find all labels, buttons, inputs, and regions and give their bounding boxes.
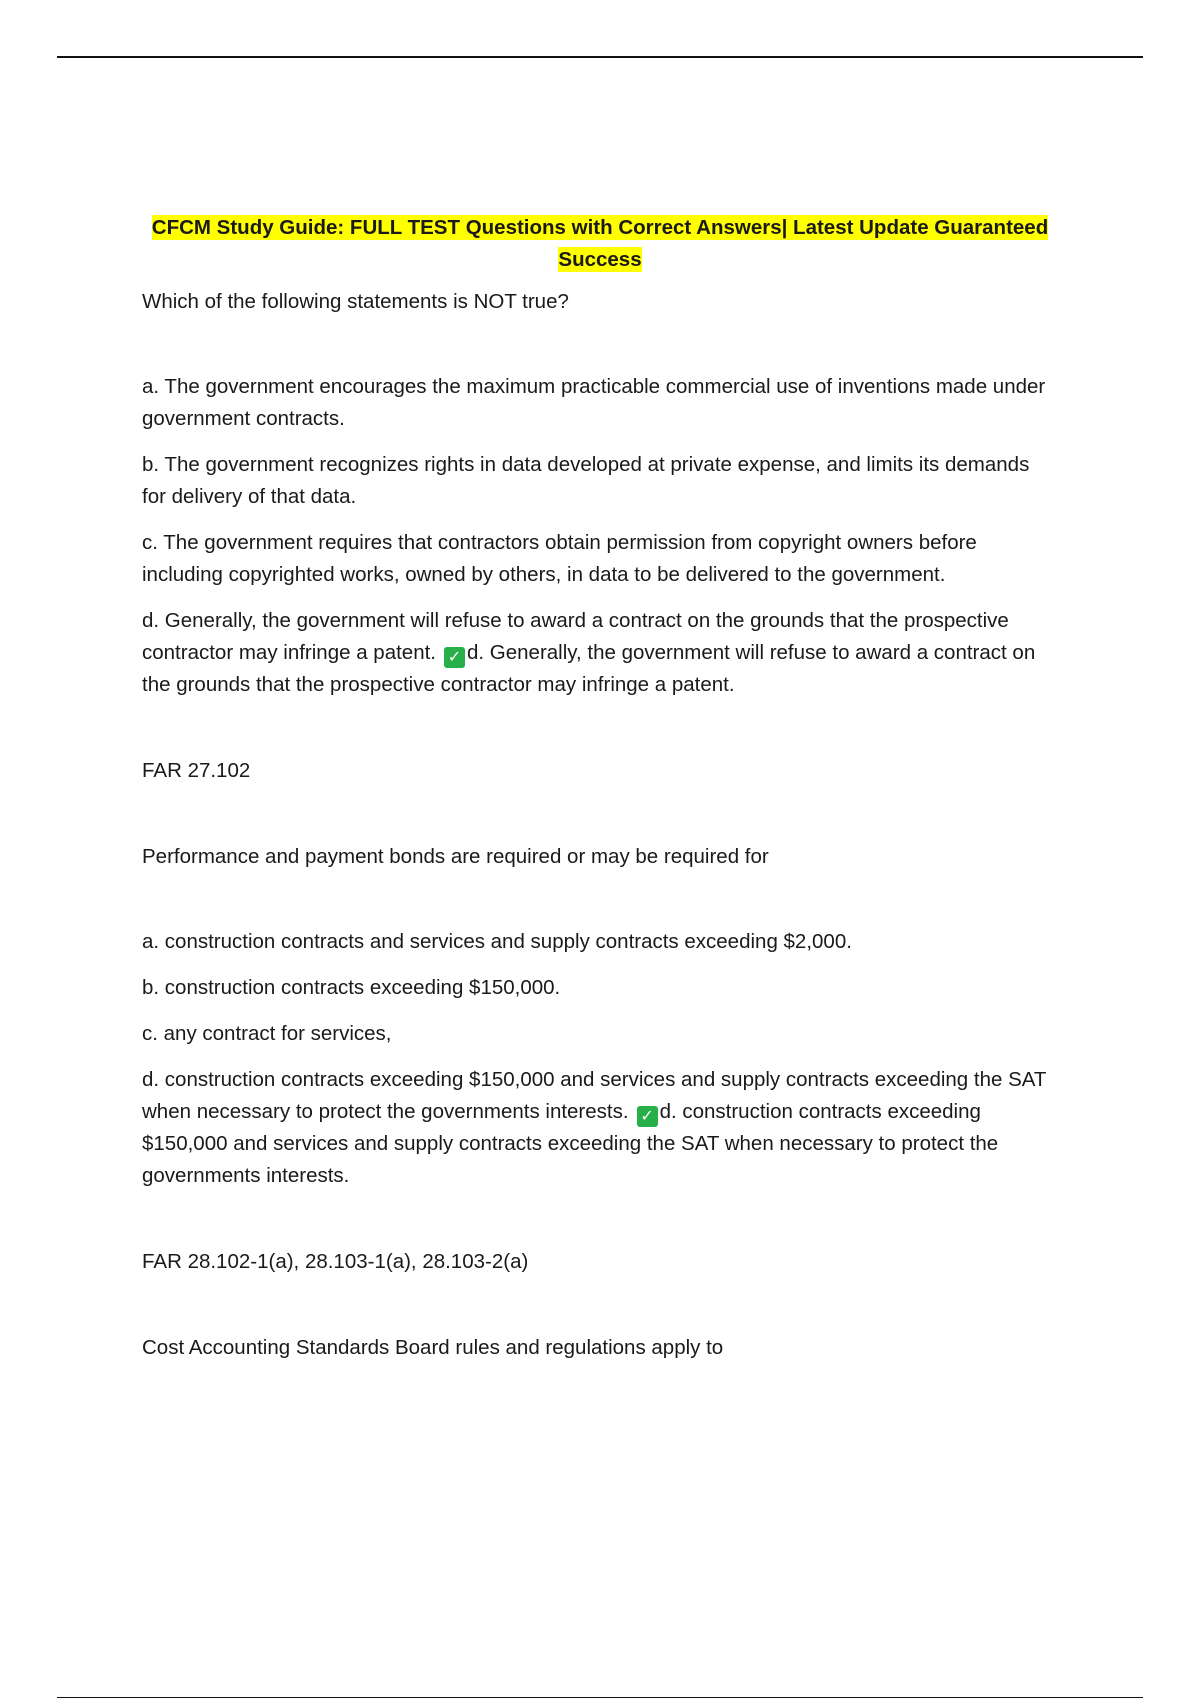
question-prompt: Which of the following statements is NOT true? xyxy=(142,290,569,313)
option-d: d. Generally, the government will refuse to award a contract on the grounds that the prospective contractor may infringe a patent. xyxy=(142,609,1009,664)
option-d: d. construction contracts exceeding $150,000 and services and supply contracts exceeding the SAT when necessary to protect the governments interests. xyxy=(142,1068,1047,1123)
option-a: a. construction contracts and services and supply contracts exceeding $2,000. xyxy=(142,930,852,953)
page-title xyxy=(142,212,1058,276)
option-b: b. The government recognizes rights in data developed at private expense, and limits its demands for delivery of that data. xyxy=(142,453,1030,508)
reference: FAR 27.102 xyxy=(142,759,251,782)
option-c: c. The government requires that contractors obtain permission from copyright owners before including copyrighted works, owned by others, in data to be delivered to the government. xyxy=(142,531,977,586)
check-mark-icon: ✓ xyxy=(444,647,465,668)
option-c: c. any contract for services, xyxy=(142,1022,392,1045)
correct-answer: d. Generally, the government will refuse to award a contract on the grounds that the prospective contractor may infringe a patent. xyxy=(142,641,1036,696)
option-d-with-answer xyxy=(142,1064,1058,1192)
question-prompt: Cost Accounting Standards Board rules and regulations apply to xyxy=(142,1336,724,1359)
page-title-text: CFCM Study Guide: FULL TEST Questions with Correct Answers| Latest Update Guaranteed Success xyxy=(151,216,1049,271)
option-b: b. construction contracts exceeding $150,000. xyxy=(142,976,561,999)
question-prompt: Performance and payment bonds are required or may be required for xyxy=(142,845,769,868)
reference: FAR 28.102-1(a), 28.103-1(a), 28.103-2(a) xyxy=(142,1250,529,1273)
footer-rule xyxy=(57,1697,1143,1698)
option-d-with-answer xyxy=(142,605,1058,701)
option-a: a. The government encourages the maximum practicable commercial use of inventions made under government contracts. xyxy=(142,375,1046,430)
correct-answer: d. construction contracts exceeding $150,000 and services and supply contracts exceeding the SAT when necessary to protect the governments interests. xyxy=(142,1100,999,1187)
document-body xyxy=(142,212,1058,1417)
header-rule xyxy=(57,56,1143,58)
check-mark-icon: ✓ xyxy=(637,1106,658,1127)
